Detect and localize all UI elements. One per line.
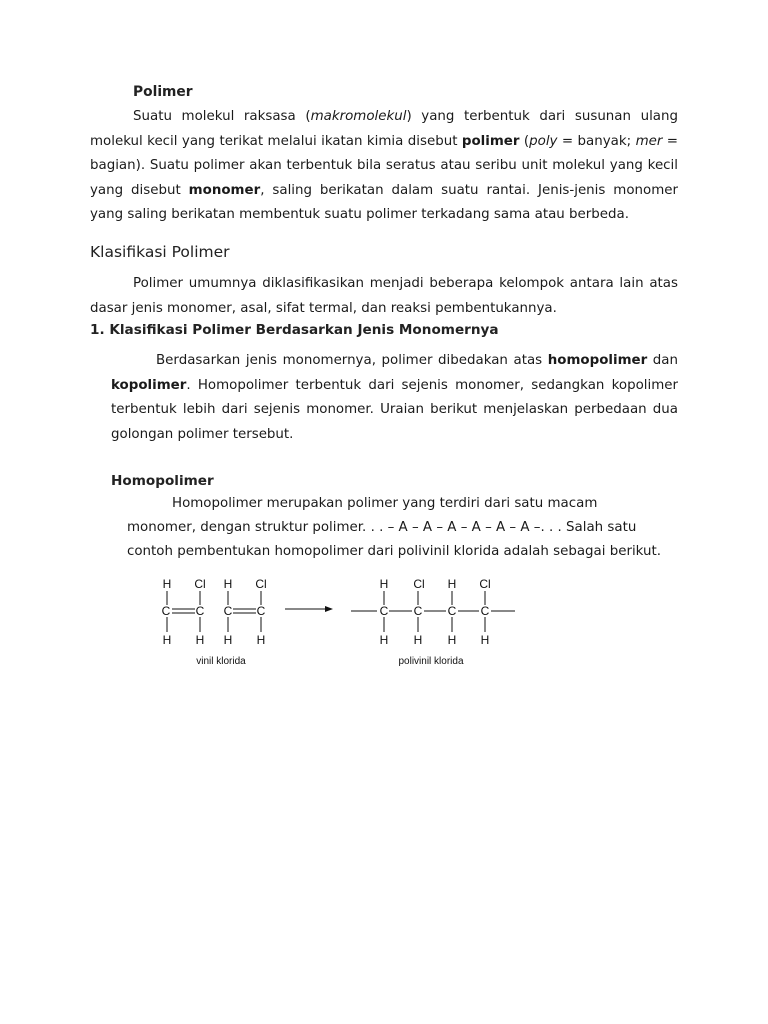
atom-h-3: H <box>162 633 172 647</box>
atom-h-4: H <box>195 633 205 647</box>
atom-c-3: C <box>223 604 233 618</box>
polymer-polivinil-klorida <box>351 591 515 632</box>
atom-h-10: H <box>413 633 423 647</box>
atom-c-2: C <box>195 604 205 618</box>
homopolimer-line-2: monomer, dengan struktur polimer. . . – A – A – A – A – A – A –. . . Salah satu <box>127 520 637 535</box>
atom-c-8: C <box>480 604 490 618</box>
atom-h-11: H <box>447 633 457 647</box>
atom-cl-2: Cl <box>255 577 267 591</box>
atom-c-5: C <box>379 604 389 618</box>
atom-h-7: H <box>379 577 389 591</box>
atom-cl-1: Cl <box>194 577 206 591</box>
atom-h-12: H <box>480 633 490 647</box>
atom-cl-3: Cl <box>413 577 425 591</box>
label-vinil-klorida: vinil klorida <box>196 656 246 667</box>
homopolimer-line-3: contoh pembentukan homopolimer dari polivinil klorida adalah sebagai berikut. <box>127 544 662 559</box>
paragraph-polimer-definition: Suatu molekul raksasa (makromolekul) yang terbentuk dari susunan ulang molekul kecil yang terikat melalui ikatan kimia disebut polimer (poly = banyak; mer = bagian). Suatu polimer akan terbentuk bila seratus atau seribu unit molekul yang kecil yang disebut monomer, saling berikatan dalam suatu rantai. Jenis-jenis monomer yang saling berikatan membentuk suatu polimer terkadang sama atau berbeda. <box>90 109 679 222</box>
atom-c-4: C <box>256 604 266 618</box>
label-polivinil-klorida: polivinil klorida <box>398 656 464 667</box>
homopolimer-line-1: Homopolimer merupakan polimer yang terdiri dari satu macam <box>172 496 598 511</box>
atom-h-2: H <box>223 577 233 591</box>
paragraph-jenis-monomer: Berdasarkan jenis monomernya, polimer dibedakan atas homopolimer dan kopolimer. Homopolimer terbentuk dari sejenis monomer, sedangkan kopolimer terbentuk lebih dari sejenis monomer. Uraian berikut menjelaskan perbedaan dua golongan polimer tersebut. <box>111 353 678 442</box>
heading-klasifikasi-jenis-monomer: 1. Klasifikasi Polimer Berdasarkan Jenis Monomernya <box>90 322 499 338</box>
reaction-arrow-icon <box>285 606 333 612</box>
atom-h-1: H <box>162 577 172 591</box>
atom-c-1: C <box>161 604 171 618</box>
monomer-vinil-klorida <box>167 591 261 632</box>
atom-h-9: H <box>379 633 389 647</box>
heading-klasifikasi-polimer: Klasifikasi Polimer <box>90 243 230 261</box>
heading-polimer: Polimer <box>133 84 193 100</box>
atom-cl-4: Cl <box>479 577 491 591</box>
atom-c-7: C <box>447 604 457 618</box>
atom-h-6: H <box>256 633 266 647</box>
heading-homopolimer: Homopolimer <box>111 473 214 489</box>
atom-c-6: C <box>413 604 423 618</box>
atom-h-5: H <box>223 633 233 647</box>
paragraph-klasifikasi: Polimer umumnya diklasifikasikan menjadi beberapa kelompok antara lain atas dasar jenis monomer, asal, sifat termal, dan reaksi pembentukannya. <box>90 276 678 316</box>
atom-h-8: H <box>447 577 457 591</box>
